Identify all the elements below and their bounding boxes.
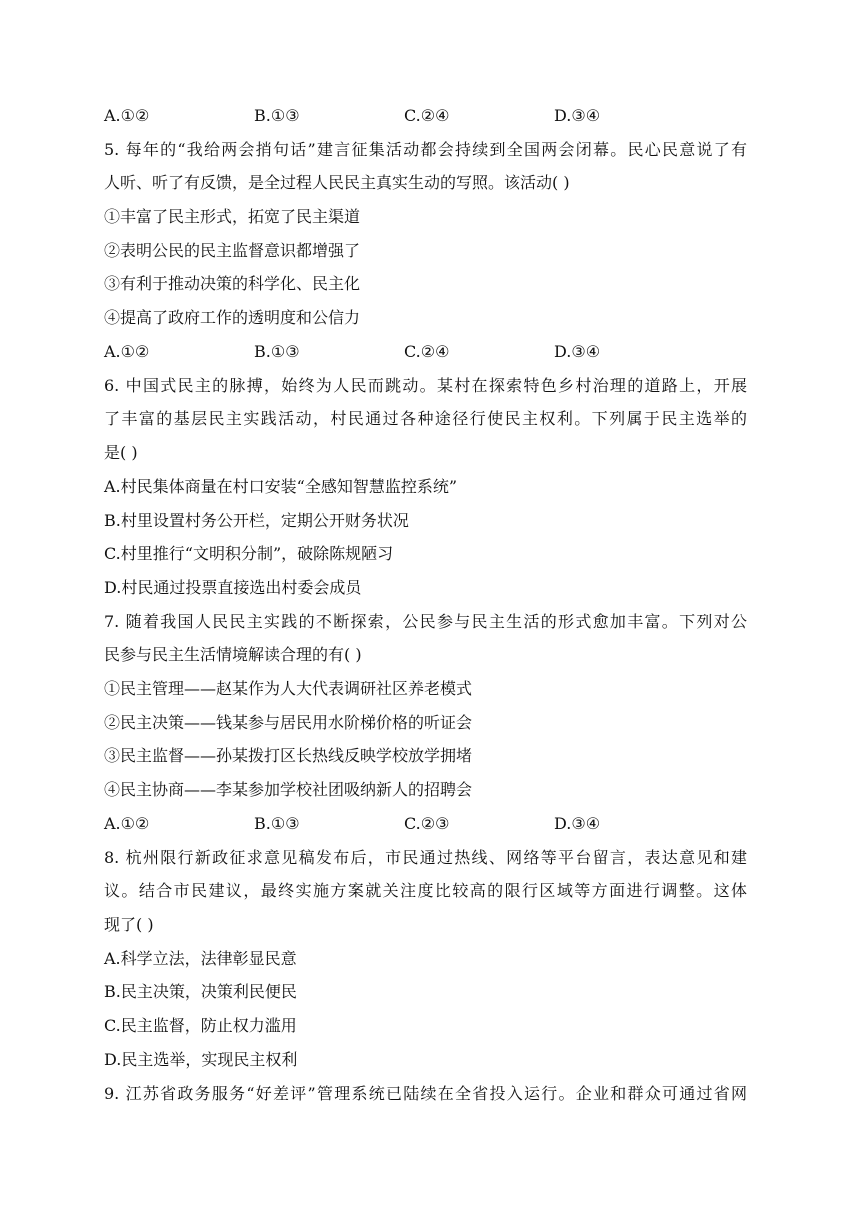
q7-statement-4: ④民主协商——李某参加学校社团吸纳新人的招聘会 <box>104 780 473 799</box>
q7-stem-line-1: 7. 随着我国人民民主实践的不断探索，公民参与民主生活的形式愈加丰富。下列对公 <box>104 612 747 631</box>
q5-option-d: D.③④ <box>554 342 601 361</box>
q6-stem-line-3: 是( ) <box>104 443 138 462</box>
q7-option-b: B.①③ <box>254 814 300 833</box>
q5-option-c: C.②④ <box>404 342 450 361</box>
q5-statement-2: ②表明公民的民主监督意识都增强了 <box>104 241 361 260</box>
q6-choice-b: B.村里设置村务公开栏，定期公开财务状况 <box>104 511 409 530</box>
q4-option-b: B.①③ <box>254 106 300 125</box>
q6-stem-line-2: 了丰富的基层民主实践活动，村民通过各种途径行使民主权利。下列属于民主选举的 <box>104 409 747 428</box>
q7-stem-line-2: 民参与民主生活情境解读合理的有( ) <box>104 645 362 664</box>
q5-option-b: B.①③ <box>254 342 300 361</box>
q7-statement-2: ②民主决策——钱某参与居民用水阶梯价格的听证会 <box>104 713 473 732</box>
q6-stem-line-1: 6. 中国式民主的脉搏，始终为人民而跳动。某村在探索特色乡村治理的道路上，开展 <box>104 376 747 395</box>
q8-stem-line-1: 8. 杭州限行新政征求意见稿发布后，市民通过热线、网络等平台留言，表达意见和建 <box>104 848 747 867</box>
q8-choice-a: A.科学立法，法律彰显民意 <box>104 949 297 968</box>
q8-choice-d: D.民主选举，实现民主权利 <box>104 1050 298 1069</box>
q8-stem-line-3: 现了( ) <box>104 915 154 934</box>
q4-option-a: A.①② <box>104 106 150 125</box>
q8-choice-c: C.民主监督，防止权力滥用 <box>104 1016 297 1035</box>
q7-option-d: D.③④ <box>554 814 601 833</box>
q6-choice-d: D.村民通过投票直接选出村委会成员 <box>104 578 362 597</box>
q7-statement-3: ③民主监督——孙某拨打区长热线反映学校放学拥堵 <box>104 746 473 765</box>
q5-stem-line-1: 5. 每年的“我给两会捎句话”建言征集活动都会持续到全国两会闭幕。民心民意说了有 <box>104 140 747 159</box>
q9-stem-line-1: 9. 江苏省政务服务“好差评”管理系统已陆续在全省投入运行。企业和群众可通过省网 <box>104 1084 747 1103</box>
q6-choice-a: A.村民集体商量在村口安装“全感知智慧监控系统” <box>104 477 458 496</box>
q5-statement-4: ④提高了政府工作的透明度和公信力 <box>104 308 361 327</box>
q5-statement-3: ③有利于推动决策的科学化、民主化 <box>104 274 361 293</box>
q6-choice-c: C.村里推行“文明积分制”，破除陈规陋习 <box>104 544 394 563</box>
q7-option-c: C.②③ <box>404 814 450 833</box>
q5-stem-line-2: 人听、听了有反馈，是全过程人民民主真实生动的写照。该活动( ) <box>104 173 570 192</box>
q8-choice-b: B.民主决策，决策利民便民 <box>104 982 297 1001</box>
q4-option-d: D.③④ <box>554 106 601 125</box>
q7-statement-1: ①民主管理——赵某作为人大代表调研社区养老模式 <box>104 679 473 698</box>
q4-option-c: C.②④ <box>404 106 450 125</box>
q5-statement-1: ①丰富了民主形式，拓宽了民主渠道 <box>104 207 361 226</box>
q8-stem-line-2: 议。结合市民建议，最终实施方案就关注度比较高的限行区域等方面进行调整。这体 <box>104 881 747 900</box>
q5-option-a: A.①② <box>104 342 150 361</box>
q7-option-a: A.①② <box>104 814 150 833</box>
